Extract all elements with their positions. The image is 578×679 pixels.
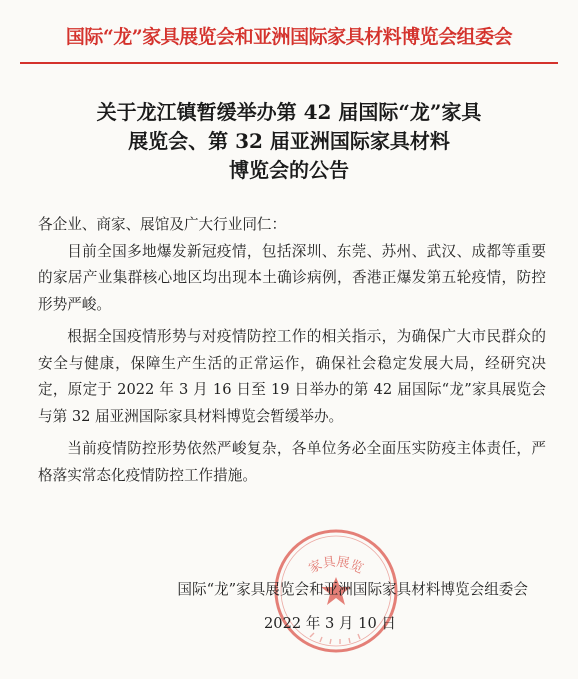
salutation: 各企业、商家、展馆及广大行业同仁： <box>38 216 287 233</box>
notice-title <box>40 98 538 185</box>
notice-body <box>38 212 546 489</box>
signature-date: 2022 年 3 月 10 日 <box>264 615 396 632</box>
paragraph-3: 当前疫情防控形势依然严峻复杂，各单位务必全面压实防疫主体责任，严格落实常态化疫情防控工作措施。 <box>38 440 546 484</box>
notice-title-line-1: 关于龙江镇暂缓举办第 42 届国际“龙”家具 <box>96 100 482 124</box>
letterhead-red-rule <box>20 62 558 64</box>
letterhead-title: 国际“龙”家具展览会和亚洲国际家具材料博览会组委会 <box>65 26 513 48</box>
paragraph-2: 根据全国疫情形势与对疫情防控工作的相关指示，为确保广大市民群众的安全与健康，保障生产生活的正常运作，确保社会稳定发展大局，经研究决定，原定于 2022 年 3 月 16 日至 19 日举办的第 42 届国际“龙”家具展览会与第 32 届亚洲国际家具材料博览会暂缓举办。 <box>38 328 546 425</box>
seal-text: 家具展览 <box>306 554 366 577</box>
notice-title-line-3: 博览会的公告 <box>229 158 349 182</box>
paragraph-1: 目前全国多地爆发新冠疫情，包括深圳、东莞、苏州、武汉、成都等重要的家居产业集群核心地区均出现本土确诊病例，香港正爆发第五轮疫情，防控形势严峻。 <box>38 242 546 313</box>
notice-title-line-2: 展览会、第 32 届亚洲国际家具材料 <box>128 129 450 153</box>
signature-organization: 国际“龙”家具展览会和亚洲国际家具材料博览会组委会 <box>177 581 528 598</box>
